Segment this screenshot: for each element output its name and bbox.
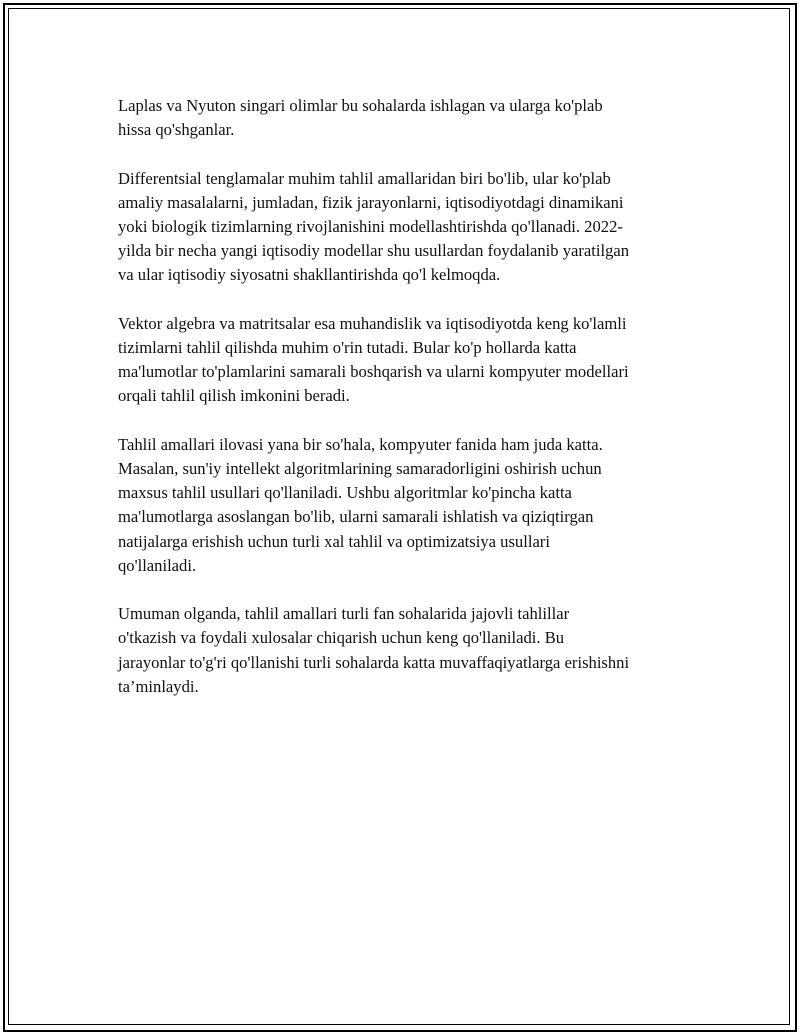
paragraph: Differentsial tenglamalar muhim tahlil amallaridan biri bo'lib, ular ko'plab amaliy masalalarni, jumladan, fizik jarayonlarni, iqtisodiyotdagi dinamikani yoki biologik tizimlarning rivojlanishini modellashtirishda qo'llanadi. 2022- yilda bir necha yangi iqtisodiy modellar shu usullardan foydalanib yaratilgan va ular iqtisodiy siyosatni shakllantirishda qo'l kelmoqda. — [118, 168, 630, 285]
document-body — [118, 94, 698, 723]
paragraph: Tahlil amallari ilovasi yana bir so'hala, kompyuter fanida ham juda katta. Masalan, sun'iy intellekt algoritmlarining samaradorligini oshirish uchun maxsus tahlil usullari qo'llaniladi. Ushbu algoritmlar ko'pincha katta ma'lumotlarga asoslangan bo'lib, ularni samarali ishlatish va qiziqtirgan natijalarga erishish uchun turli xal tahlil va optimizatsiya usullari qo'llaniladi. — [118, 434, 603, 575]
paragraph: Vektor algebra va matritsalar esa muhandislik va iqtisodiyotda keng ko'lamli tizimlarni tahlil qilishda muhim o'rin tutadi. Bular ko'p hollarda katta ma'lumotlar to'plamlarini samarali boshqarish va ularni kompyuter modellari orqali tahlil qilish imkonini beradi. — [118, 313, 629, 406]
paragraph: Laplas va Nyuton singari olimlar bu sohalarda ishlagan va ularga ko'plab hissa qo'shganlar. — [118, 96, 603, 140]
paragraph: Umuman olganda, tahlil amallari turli fan sohalarida jajovli tahlillar o'tkazish va foydali xulosalar chiqarish uchun keng qo'llaniladi. Bu jarayonlar to'g'ri qo'llanishi turli sohalarda katta muvaffaqiyatlarga erishishni ta’minlaydi. — [118, 604, 630, 696]
